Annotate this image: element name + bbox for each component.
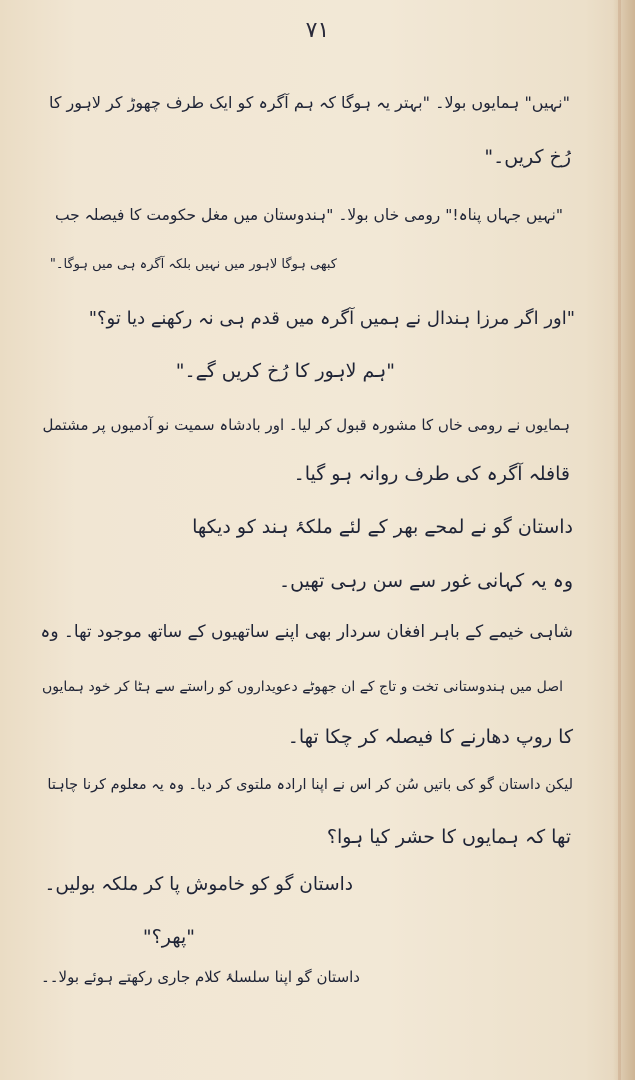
text-line: کا روپ دھارنے کا فیصلہ کر چکا تھا۔: [287, 726, 573, 748]
text-line: داستان گو نے لمحے بھر کے لئے ملکۂ ہند کو دیکھا: [192, 516, 573, 538]
text-line: شاہی خیمے کے باہر افغان سردار بھی اپنے ساتھیوں کے ساتھ موجود تھا۔ وہ: [40, 622, 573, 642]
text-line: "ہم لاہور کا رُخ کریں گے۔": [175, 360, 395, 382]
text-line: رُخ کریں۔": [484, 146, 571, 168]
text-line: "نہیں جہاں پناہ!" رومی خاں بولا۔ "ہندوستان میں مغل حکومت کا فیصلہ جب: [54, 206, 563, 224]
text-line: لیکن داستان گو کی باتیں سُن کر اس نے اپنا ارادہ ملتوی کر دیا۔ وہ یہ معلوم کرنا چاہتا: [47, 777, 573, 793]
text-line: اصل میں ہندوستانی تخت و تاج کے ان جھوٹے دعویداروں کو راستے سے ہٹا کر خود ہمایوں: [42, 679, 563, 695]
text-line: داستان گو اپنا سلسلۂ کلام جاری رکھتے ہوئے بولا۔۔: [40, 968, 360, 986]
text-line: قافلہ آگرہ کی طرف روانہ ہو گیا۔: [293, 463, 570, 485]
text-line: ہمایوں نے رومی خاں کا مشورہ قبول کر لیا۔ اور بادشاہ سمیت نو آدمیوں پر مشتمل: [42, 416, 570, 434]
text-line: کبھی ہوگا لاہور میں نہیں بلکہ آگرہ ہی میں ہوگا۔": [49, 257, 337, 272]
page-edge: [613, 0, 635, 1080]
text-line: تھا کہ ہمایوں کا حشر کیا ہوا؟: [326, 826, 571, 848]
page-fold-shadow: [618, 0, 621, 1080]
text-line: وہ یہ کہانی غور سے سن رہی تھیں۔: [279, 570, 573, 592]
text-line: "نہیں" ہمایوں بولا۔ "بہتر یہ ہوگا کہ ہم آگرہ کو ایک طرف چھوڑ کر لاہور کا: [48, 93, 570, 112]
page-number: ٧١: [305, 18, 330, 43]
text-line: "اور اگر مرزا ہندال نے ہمیں آگرہ میں قدم ہی نہ رکھنے دیا تو؟": [88, 308, 575, 329]
text-line: "پھر؟": [142, 926, 195, 948]
text-line: داستان گو کو خاموش پا کر ملکہ بولیں۔: [44, 874, 353, 895]
